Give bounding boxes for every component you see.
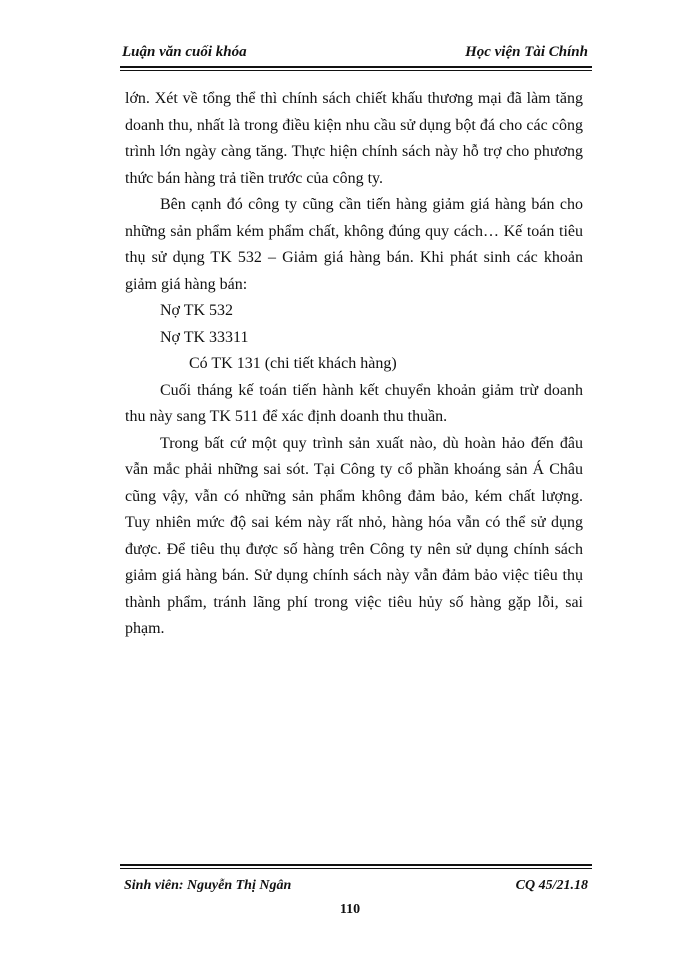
- header-right-title: Học viện Tài Chính: [465, 44, 588, 60]
- page-header: [120, 40, 592, 64]
- page-number: 110: [339, 902, 361, 917]
- journal-entry-debit-33311: Nợ TK 33311: [160, 328, 249, 346]
- paragraph-price-reduction: Bên cạnh đó công ty cũng cần tiến hàng giảm giá hàng bán cho những sản phẩm kém phẩm chất, không đúng quy cách… Kế toán tiêu thụ sử dụng TK 532 – Giảm giá hàng bán. Khi phát sinh các khoản giảm giá hàng bán:: [125, 196, 583, 293]
- header-rule: [120, 66, 592, 71]
- journal-entry-debit-532: Nợ TK 532: [160, 302, 234, 319]
- header-left-title: Luận văn cuối khóa: [122, 44, 247, 60]
- page-footer: [120, 874, 592, 896]
- paragraph-continuation: lớn. Xét về tổng thể thì chính sách chiết khấu thương mại đã làm tăng doanh thu, nhất là trong điều kiện nhu cầu sử dụng bột đá cho các công trình lớn ngày càng tăng. Thực hiện chính sách này hỗ trợ cho phương thức bán hàng trả tiền trước của công ty.: [125, 90, 583, 187]
- paragraph-month-end: Cuối tháng kế toán tiến hành kết chuyển khoản giảm trừ doanh thu này sang TK 511 để xác định doanh thu thuần.: [125, 381, 583, 425]
- footer-class-code: CQ 45/21.18: [515, 878, 588, 893]
- footer-student-name: Sinh viên: Nguyễn Thị Ngân: [124, 878, 292, 893]
- journal-entry-credit-131: Có TK 131 (chi tiết khách hàng): [189, 355, 397, 372]
- paragraph-production-errors: Trong bất cứ một quy trình sản xuất nào, dù hoàn hảo đến đâu vẫn mắc phải những sai sót. Tại Công ty cổ phần khoáng sản Á Châu cũng vậy, vẫn có những sản phẩm không đảm bảo, kém chất lượng. Tuy nhiên mức độ sai kém này rất nhỏ, hàng hóa vẫn có thể sử dụng được. Để tiêu thụ được số hàng trên Công ty nên sử dụng chính sách giảm giá hàng bán. Sử dụng chính sách này vẫn đảm bảo việc tiêu thụ thành phẩm, tránh lãng phí trong việc tiêu hủy số hàng gặp lỗi, sai phạm.: [125, 434, 583, 637]
- footer-rule: [120, 864, 592, 869]
- page-body: [125, 86, 583, 643]
